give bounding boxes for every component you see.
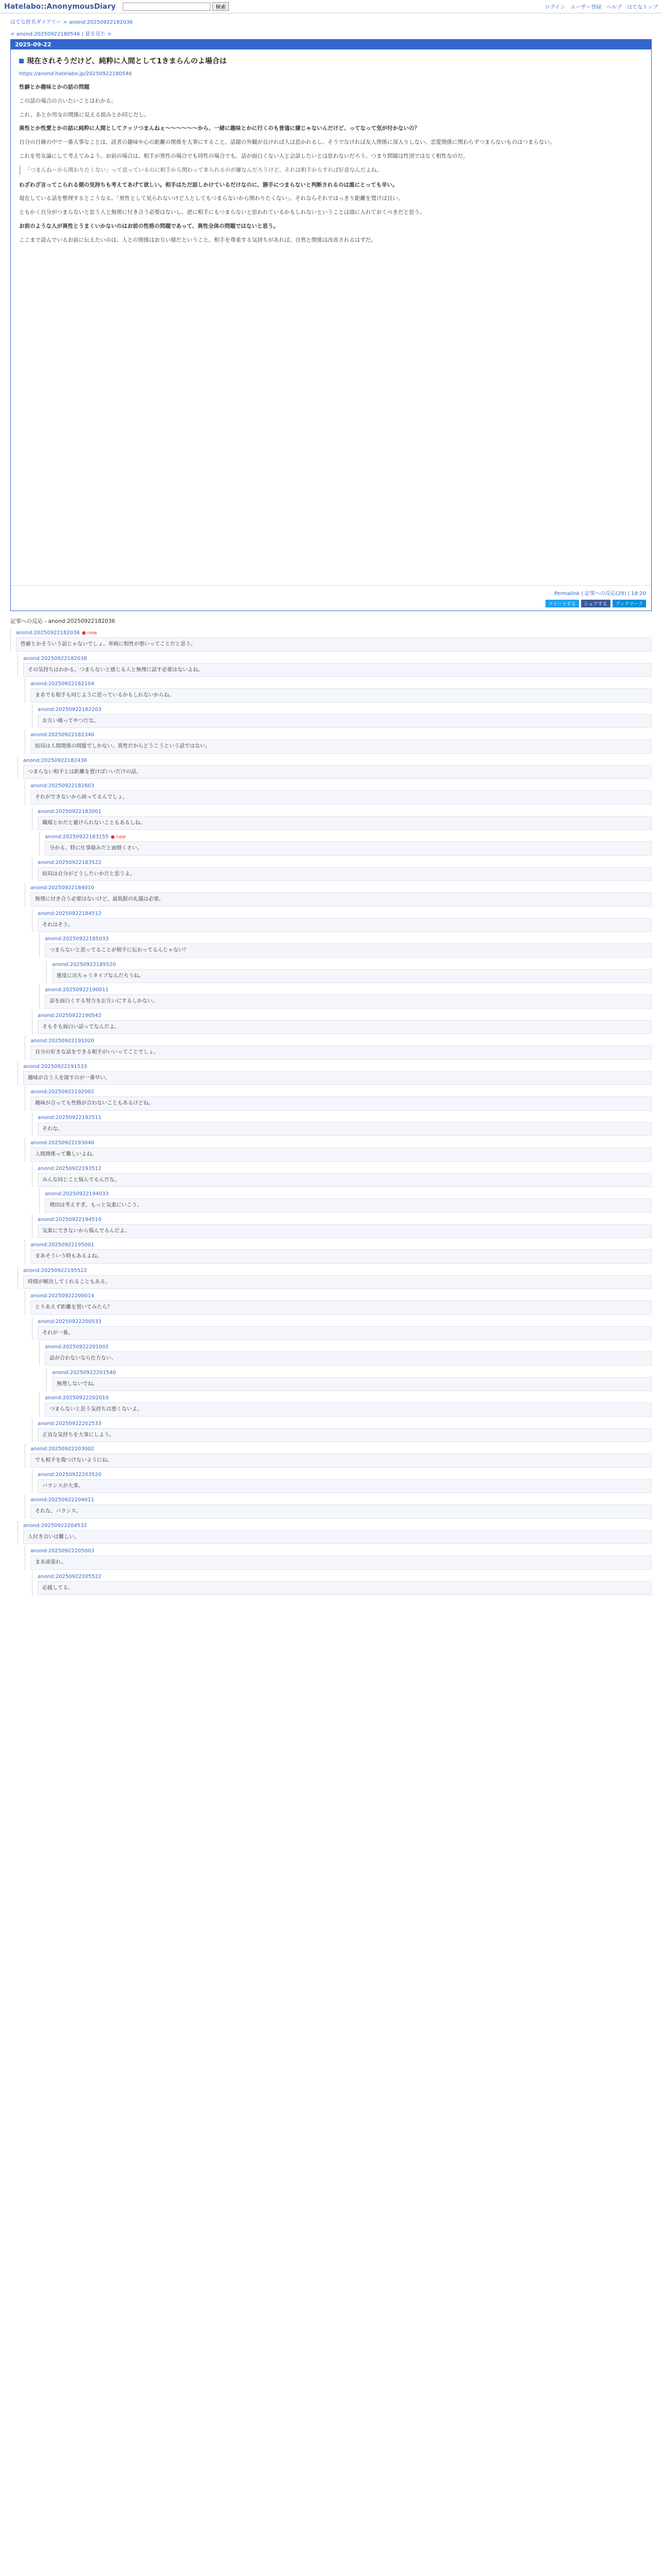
reaction-text: まあそういう時もあるよね。 xyxy=(30,1249,652,1264)
signup-link[interactable]: ユーザー登録 xyxy=(570,5,602,10)
reaction-text: そもそも面白い話ってなんだよ。 xyxy=(38,1020,652,1035)
reaction-item xyxy=(25,883,652,907)
entry-paragraph: 異性とか性愛とかの話に純粋に人間としてクッソつまんねぇ〜〜〜〜〜〜から、一緒に趣味とかに行くのも普通に嫌じゃないんだけど、ってなって気が付かないの？ xyxy=(19,125,420,132)
reaction-text: つまらないと思う気持ちは悪くないよ。 xyxy=(45,1402,652,1417)
reaction-link[interactable] xyxy=(23,654,652,663)
reaction-link[interactable] xyxy=(38,1470,652,1479)
square-icon xyxy=(19,59,24,63)
entry-paragraph: 現在している話を整理するとこうなる。「異性として見られないけど人としてもつまらないから関わりたくない」。それならそれではっきり距離を置けば良い。 xyxy=(19,195,404,202)
header-links xyxy=(545,3,658,10)
reaction-text: バランスが大事。 xyxy=(38,1479,652,1494)
reaction-link[interactable] xyxy=(38,705,652,714)
reaction-id[interactable]: anond:20250922190011 xyxy=(45,987,109,993)
entry-title[interactable] xyxy=(19,56,643,66)
reaction-id[interactable]: anond:20250922184512 xyxy=(38,910,102,917)
reaction-link[interactable] xyxy=(45,1393,652,1402)
reaction-item xyxy=(39,832,652,856)
entry-paragraph: これ、あとか男女の関係に見える組みとか同じだし。 xyxy=(19,111,150,118)
reaction-link[interactable] xyxy=(23,1266,652,1275)
reaction-item xyxy=(25,1138,652,1162)
reaction-id[interactable]: anond:20250922191020 xyxy=(30,1038,94,1044)
hatena-bookmark-button[interactable]: ブックマーク xyxy=(613,600,646,607)
reaction-link[interactable] xyxy=(38,1215,652,1224)
reaction-text: それが一番。 xyxy=(38,1326,652,1341)
entry-paragraph: これを男女論にして考えてみよう。お前の場合は、相手が異性の場合でも同性の場合でも、話が面白くない人と会話したいとは思わないだろう。つまり問題は性別ではなく相性なのだ。 xyxy=(19,152,469,159)
reaction-item xyxy=(25,730,652,754)
reaction-item xyxy=(46,960,652,984)
reaction-text: お互い様ってやつだな。 xyxy=(38,714,652,728)
entry-paragraph: 性癖とか趣味とかの話の問題 xyxy=(19,84,90,90)
reaction-link[interactable] xyxy=(30,883,652,892)
reaction-item xyxy=(10,628,652,652)
entry-paragraph: ともかく自分がつまらないと思う人と無理に付き合う必要はないし、逆に相手にもつまらないと思われているかもしれないということは頭に入れておくべきだと思う。 xyxy=(19,209,425,216)
reaction-id[interactable]: anond:20250922195001 xyxy=(30,1242,94,1248)
reaction-item xyxy=(32,705,652,728)
reaction-id[interactable]: anond:20250922205522 xyxy=(38,1573,102,1580)
reaction-text: 正直な気持ちを大事にしよう。 xyxy=(38,1428,652,1443)
reaction-id[interactable]: anond:20250922202533 xyxy=(38,1420,102,1427)
reaction-item xyxy=(25,1036,652,1060)
reaction-id[interactable]: anond:20250922185520 xyxy=(52,961,116,968)
reaction-item xyxy=(32,1011,652,1035)
reaction-link[interactable] xyxy=(30,1240,652,1249)
reaction-text: それができないから困ってるんでしょ。 xyxy=(30,790,652,805)
reaction-link[interactable] xyxy=(38,1164,652,1173)
reaction-text: それな、バランス。 xyxy=(30,1504,652,1519)
reaction-text: 趣味が合っても性格が合わないこともあるけどね。 xyxy=(30,1096,652,1111)
reaction-link[interactable] xyxy=(38,1011,652,1020)
reaction-id[interactable]: anond:20250922182038 xyxy=(23,655,87,662)
reaction-item xyxy=(39,934,652,958)
reaction-link[interactable] xyxy=(38,858,652,867)
reaction-link[interactable] xyxy=(30,1291,652,1300)
reaction-item xyxy=(39,1393,652,1417)
reaction-link[interactable] xyxy=(45,832,652,841)
reaction-link[interactable] xyxy=(16,628,652,637)
reaction-id[interactable]: anond:20250922190542 xyxy=(38,1012,102,1019)
reaction-id[interactable]: anond:20250922182340 xyxy=(30,732,94,738)
reaction-id[interactable]: anond:20250922182436 xyxy=(23,757,87,764)
reaction-text: それはそう。 xyxy=(38,918,652,933)
reaction-id[interactable]: anond:20250922202010 xyxy=(45,1395,109,1401)
reaction-id[interactable]: anond:20250922194033 xyxy=(45,1191,109,1197)
reaction-link[interactable] xyxy=(30,1138,652,1147)
reaction-link[interactable] xyxy=(30,781,652,790)
reaction-link[interactable] xyxy=(45,934,652,943)
reaction-item xyxy=(32,1317,652,1341)
entry-paragraph: この話の場合の言いたいことはわかる。 xyxy=(19,97,117,104)
reaction-item xyxy=(32,1164,652,1188)
reaction-link[interactable] xyxy=(52,960,652,969)
tweet-button[interactable]: ツイートする xyxy=(545,600,579,607)
reaction-item xyxy=(18,1266,652,1290)
reaction-item xyxy=(32,909,652,933)
reaction-text: 無理しないでね。 xyxy=(52,1377,652,1392)
reaction-link[interactable] xyxy=(38,1572,652,1581)
reaction-link[interactable] xyxy=(23,1062,652,1071)
reaction-link[interactable] xyxy=(23,1521,652,1530)
entry-date: 2025-09-22 xyxy=(11,40,651,49)
search-input[interactable] xyxy=(123,3,210,11)
reaction-item xyxy=(32,1470,652,1494)
reaction-text: 性癖とかそういう話じゃないでしょ。単純に相性が悪いってことだと思う。 xyxy=(16,637,652,652)
reaction-id[interactable]: anond:20250922192511 xyxy=(38,1114,102,1121)
reaction-id[interactable]: anond:20250922204532 xyxy=(23,1522,87,1529)
reaction-item xyxy=(32,858,652,882)
reaction-id[interactable]: anond:20250922203002 xyxy=(30,1446,94,1452)
reaction-text: 時間が解決してくれることもある。 xyxy=(23,1275,652,1290)
reaction-text: 話が合わないなら仕方ない。 xyxy=(45,1351,652,1366)
reaction-text: 分かる。特に仕事絡みだと面倒くさい。 xyxy=(45,841,652,856)
share-buttons xyxy=(11,600,651,611)
reaction-link[interactable] xyxy=(52,1368,652,1377)
reaction-text: とりあえず距離を置いてみたら？ xyxy=(30,1300,652,1315)
new-badge: ● new xyxy=(81,631,97,636)
reaction-item xyxy=(32,1419,652,1443)
reaction-text: 人付き合いは難しい。 xyxy=(23,1530,652,1545)
entry-body xyxy=(11,49,651,585)
reaction-id[interactable]: anond:20250922205003 xyxy=(30,1548,94,1554)
reaction-id[interactable]: anond:20250922182036 xyxy=(16,630,80,636)
reaction-link[interactable] xyxy=(45,1189,652,1198)
reaction-text: その気持ちはわかる。つまらないと感じる人と無理に話す必要はないよね。 xyxy=(23,663,652,677)
login-link[interactable]: ログイン xyxy=(544,5,566,10)
reaction-id[interactable]: anond:20250922185033 xyxy=(45,936,109,942)
reaction-text: 増田は考えすぎ。もっと気楽にいこう。 xyxy=(45,1198,652,1213)
breadcrumb[interactable]: はてな匿名ダイアリー > anond:20250922182036 xyxy=(10,20,133,25)
prev-next-nav[interactable]: < anond:20250922180546 | 夏を見た > xyxy=(10,31,112,37)
entry-title-text: 現在されそうだけど、純粋に人間として1きまらんのよ場合は xyxy=(27,57,227,65)
reaction-link[interactable] xyxy=(45,1342,652,1351)
reaction-id[interactable]: anond:20250922203520 xyxy=(38,1471,102,1478)
reaction-link[interactable] xyxy=(38,909,652,918)
reaction-item xyxy=(25,1240,652,1264)
reaction-id[interactable]: anond:20250922195522 xyxy=(23,1267,87,1274)
reaction-text: 気楽にできないから悩んでるんだよ。 xyxy=(38,1224,652,1239)
reaction-text: 態度に出ちゃうタイプなんだろうね。 xyxy=(52,969,652,984)
site-logo[interactable]: Hatelabo::AnonymousDiary xyxy=(4,2,116,11)
reaction-id[interactable]: anond:20250922204011 xyxy=(30,1497,94,1503)
reaction-item xyxy=(18,1062,652,1086)
hatena-top-link[interactable]: はてなトップ xyxy=(627,5,658,10)
reaction-item xyxy=(39,1189,652,1213)
reaction-item xyxy=(18,756,652,779)
reaction-text: つまらないと思ってることが相手に伝わってるんじゃない？ xyxy=(45,943,652,958)
reaction-item xyxy=(25,1444,652,1468)
reaction-link[interactable] xyxy=(30,1036,652,1045)
reaction-id[interactable]: anond:20250922182203 xyxy=(38,706,102,713)
reaction-link[interactable] xyxy=(30,679,652,688)
reaction-text: みんな同じこと悩んでるんだな。 xyxy=(38,1173,652,1188)
reaction-item xyxy=(18,654,652,677)
reaction-text: それな。 xyxy=(38,1122,652,1137)
reaction-item xyxy=(32,1572,652,1596)
reaction-link[interactable] xyxy=(30,1495,652,1504)
reaction-text: まあ頑張れ。 xyxy=(30,1555,652,1570)
help-link[interactable]: ヘルプ xyxy=(606,5,622,10)
reaction-id[interactable]: anond:20250922182104 xyxy=(30,681,94,687)
reaction-item xyxy=(25,679,652,703)
entry-quote: 「つまんねーから関わりたくない」って思っているのに相手から関わって来られるのが嫌なんだろうけど、それは相手からすれば好意なんだよね。 xyxy=(19,166,643,175)
reaction-item xyxy=(46,1368,652,1392)
reaction-text: 結局は自分がどうしたいかだと思うよ。 xyxy=(38,867,652,882)
reaction-item xyxy=(39,985,652,1009)
entry-paragraph: お前のような人が異性とうまくいかないのはお前の性格の問題であって、異性全体の問題ではないと思う。 xyxy=(19,223,279,229)
reaction-link[interactable] xyxy=(30,1444,652,1453)
reactions-title: 記事への反応 - anond:20250922182036 xyxy=(10,618,115,624)
reaction-id[interactable]: anond:20250922200533 xyxy=(38,1318,102,1325)
reaction-item xyxy=(25,1087,652,1111)
reaction-id[interactable]: anond:20250922191533 xyxy=(23,1063,87,1070)
reaction-text: 応援してる。 xyxy=(38,1581,652,1596)
reaction-text: まあでも相手も同じように思っているかもしれないからね。 xyxy=(30,688,652,703)
reaction-text: 人間関係って難しいよね。 xyxy=(30,1147,652,1162)
reaction-item xyxy=(32,1113,652,1137)
entry-footer[interactable]: Permalink | 記事への反応(29) | 18:20 xyxy=(11,585,651,600)
reaction-link[interactable] xyxy=(38,1113,652,1122)
reaction-item xyxy=(18,1521,652,1545)
reaction-link[interactable] xyxy=(23,756,652,765)
reaction-link[interactable] xyxy=(30,1087,652,1096)
entry-paragraph: 自分の目線の中で一番大事なことは、読者の趣味や心の距離の関係を大事にすること。話題の外観が良ければ人は惹かれるし、そうでなければ友人関係に深入りしない。恋愛関係に関わらずつまらないものはつまらない。 xyxy=(19,139,555,146)
entry-paragraph: ここまで読んでいるお前に伝えたいのは、人との関係はお互い様だということ。相手を尊重する気持ちがあれば、自然と関係は改善されるはずだ。 xyxy=(19,236,376,243)
reaction-item xyxy=(25,1291,652,1315)
reaction-link[interactable] xyxy=(38,1317,652,1326)
reaction-id[interactable]: anond:20250922182603 xyxy=(30,783,94,789)
search-button[interactable]: 検索 xyxy=(212,2,229,11)
reaction-id[interactable]: anond:20250922193040 xyxy=(30,1140,94,1146)
reaction-text: 趣味が合う人を探すのが一番早い。 xyxy=(23,1071,652,1086)
facebook-share-button[interactable]: シェアする xyxy=(581,600,610,607)
reaction-item xyxy=(32,807,652,831)
reaction-id[interactable]: anond:20250922184010 xyxy=(30,885,94,891)
reaction-item xyxy=(25,1495,652,1519)
reaction-text: 無理に付き合う必要はないけど、最低限の礼儀は必要。 xyxy=(30,892,652,907)
reaction-link[interactable] xyxy=(30,1546,652,1555)
reaction-link[interactable] xyxy=(38,1419,652,1428)
new-badge: ● new xyxy=(110,835,126,840)
reaction-item xyxy=(32,1215,652,1239)
reaction-text: 結局は人間関係の問題でしかない。異性だからどうこうという話ではない。 xyxy=(30,739,652,754)
reaction-id[interactable]: anond:20250922193512 xyxy=(38,1165,102,1172)
reactions-tree xyxy=(0,628,662,1595)
site-header xyxy=(0,0,662,13)
reaction-text: 話を面白くする努力をお互いにするしかない。 xyxy=(45,994,652,1009)
reaction-id[interactable]: anond:20250922200014 xyxy=(30,1293,94,1299)
reaction-id[interactable]: anond:20250922183001 xyxy=(38,808,102,815)
reaction-text: つまらない相手とは距離を置けばいいだけの話。 xyxy=(23,765,652,779)
reaction-id[interactable]: anond:20250922201540 xyxy=(52,1369,116,1376)
reaction-text: でも相手を傷つけないようにね。 xyxy=(30,1453,652,1468)
reaction-id[interactable]: anond:20250922183155 xyxy=(45,834,109,840)
entry-paragraph: わざわざ言ってこられる側の気持ちも考えてあげて欲しい。相手はただ話しかけているだけなのに、勝手につまらないと判断されるのは誰にとっても辛い。 xyxy=(19,181,398,188)
reaction-link[interactable] xyxy=(38,807,652,816)
reaction-link[interactable] xyxy=(45,985,652,994)
reaction-link[interactable] xyxy=(30,730,652,739)
entry-link[interactable]: https://anond.hatelabo.jp/20250922180546 xyxy=(19,71,132,77)
reaction-item xyxy=(39,1342,652,1366)
reaction-id[interactable]: anond:20250922201002 xyxy=(45,1344,109,1350)
reaction-text: 職場とかだと避けられないこともあるしね。 xyxy=(38,816,652,831)
reaction-item xyxy=(25,1546,652,1570)
reaction-id[interactable]: anond:20250922194510 xyxy=(38,1216,102,1223)
reaction-text: 自分の好きな話をできる相手がいいってことでしょ。 xyxy=(30,1045,652,1060)
reaction-id[interactable]: anond:20250922183522 xyxy=(38,859,102,866)
reaction-id[interactable]: anond:20250922192002 xyxy=(30,1089,94,1095)
reaction-item xyxy=(25,781,652,805)
entry xyxy=(10,39,652,611)
